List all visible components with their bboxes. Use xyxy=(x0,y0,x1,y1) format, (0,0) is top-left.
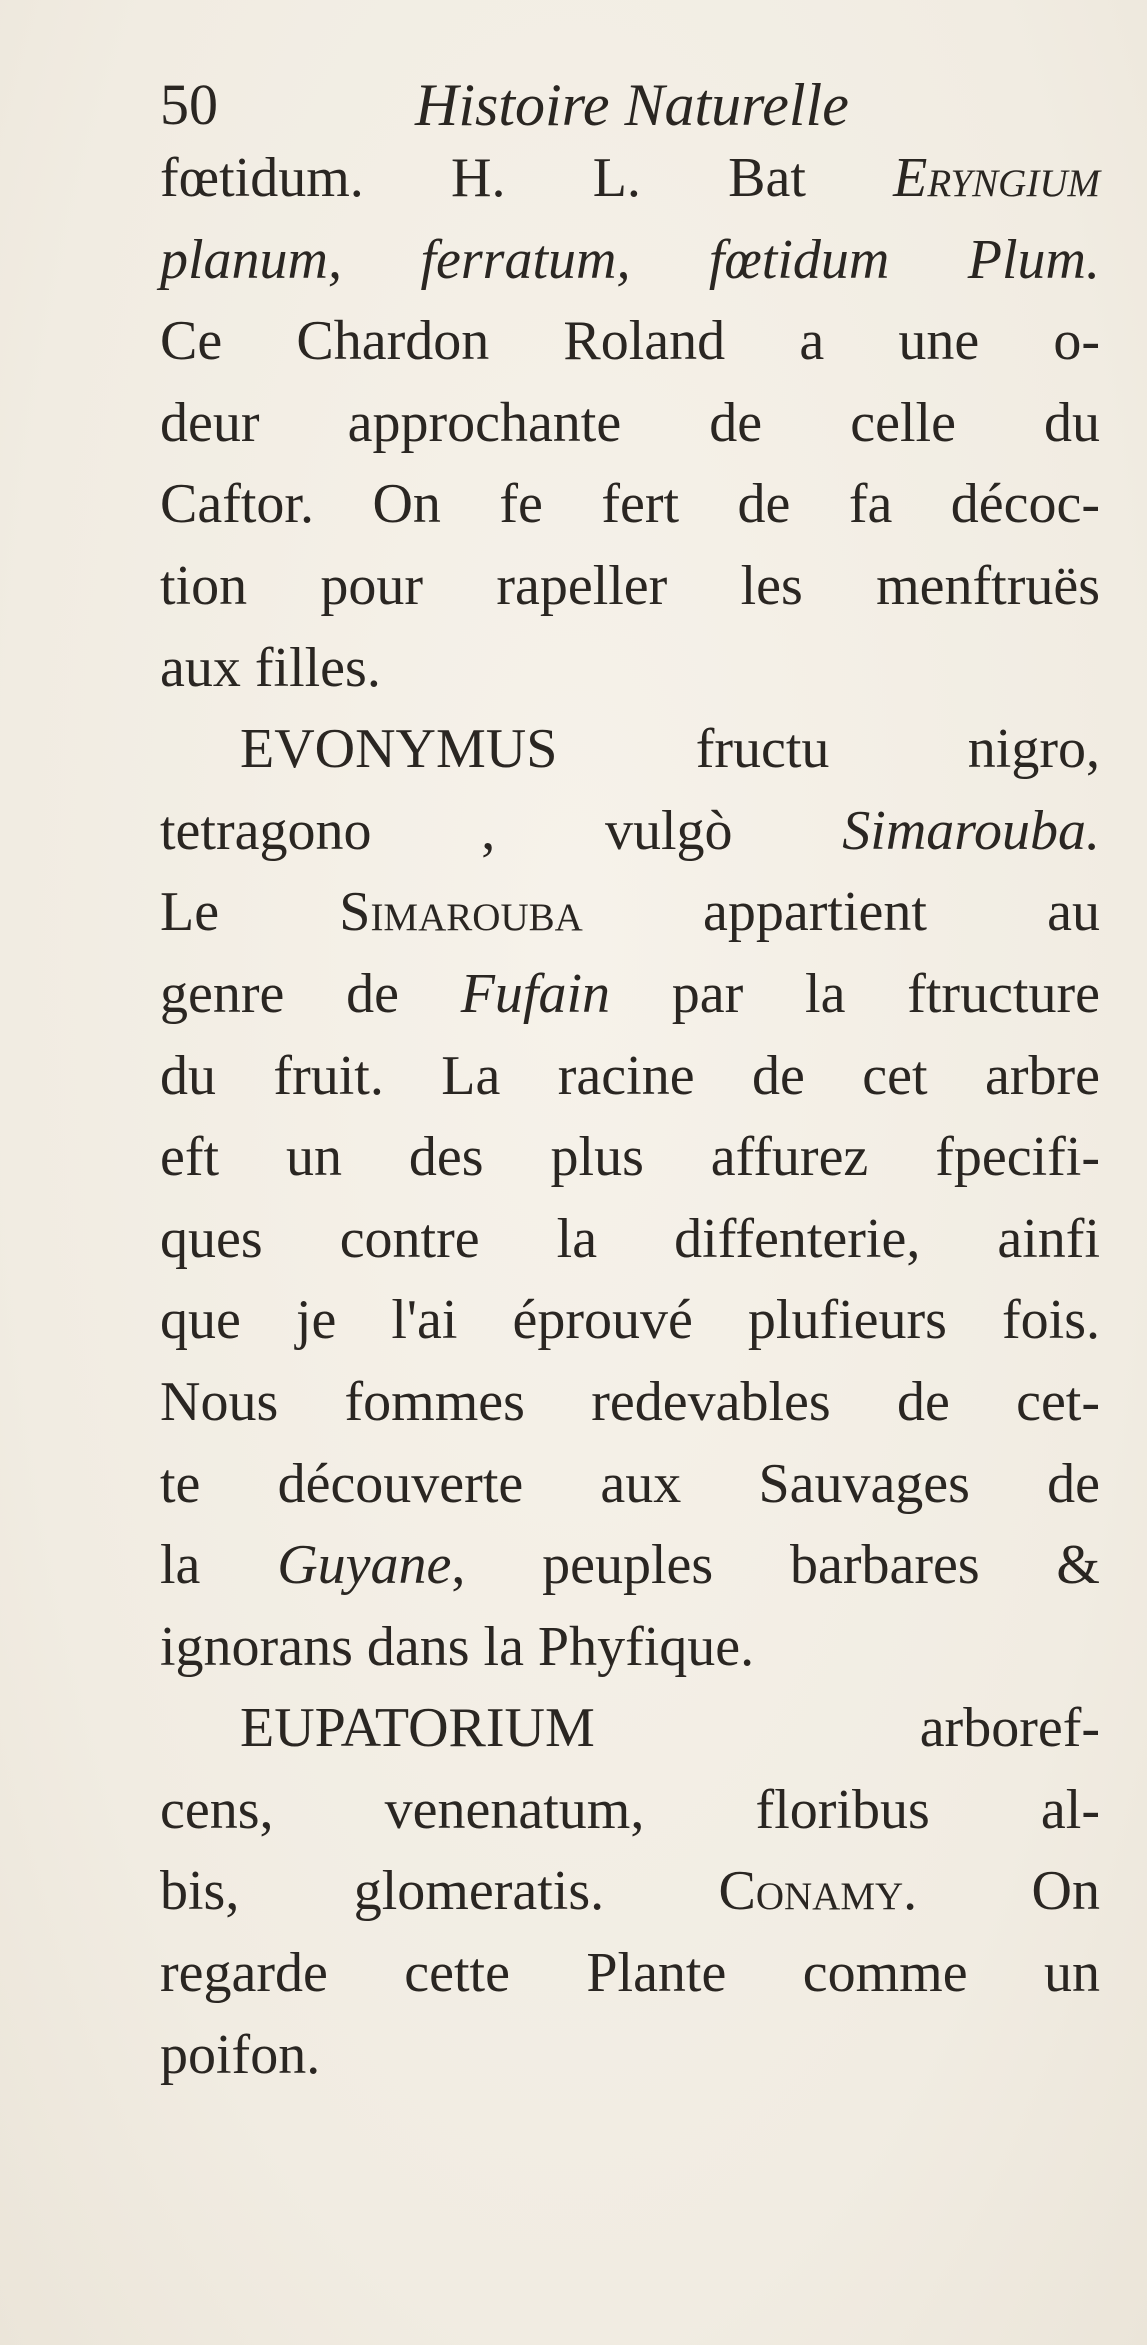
text-line xyxy=(160,1036,1100,1118)
text-line xyxy=(160,1688,1100,1770)
text-segment: deur approchante de celle du xyxy=(160,391,1100,454)
text-segment: appartient au xyxy=(582,881,1101,944)
text-segment: Nous fommes redevables de cet- xyxy=(160,1370,1100,1433)
text-line xyxy=(160,1444,1100,1526)
text-segment: bis, glomeratis. xyxy=(160,1860,719,1923)
text-segment: EVONYMUS fructu nigro, xyxy=(240,718,1100,781)
text-line xyxy=(160,1525,1100,1607)
text-line xyxy=(160,872,1100,954)
text-segment: tion pour rapeller les menftruës xyxy=(160,554,1100,617)
text-line xyxy=(160,464,1100,546)
text-segment: Conamy xyxy=(718,1860,904,1923)
text-segment: du fruit. La racine de cet arbre xyxy=(160,1044,1100,1107)
text-line xyxy=(160,1280,1100,1362)
text-segment: Caftor. On fe fert de fa décoc- xyxy=(160,473,1100,536)
text-segment: te découverte aux Sauvages de xyxy=(160,1452,1100,1515)
text-segment: Fufain xyxy=(460,962,611,1025)
text-segment: Le xyxy=(160,881,340,944)
text-line xyxy=(160,709,1100,791)
text-segment: , peuples barbares & xyxy=(451,1534,1100,1597)
text-segment: cens, venenatum, floribus al- xyxy=(160,1778,1100,1841)
text-segment: planum, ferratum, fœtidum Plum. xyxy=(160,228,1100,291)
text-segment: Eryngium xyxy=(893,147,1100,209)
text-line xyxy=(160,1933,1100,2015)
text-line xyxy=(160,791,1100,873)
text-line xyxy=(160,1770,1100,1852)
text-segment: Guyane xyxy=(277,1534,452,1597)
text-segment: EUPATORIUM arboref- xyxy=(240,1697,1100,1760)
text-segment: poifon. xyxy=(160,2023,321,2086)
text-line xyxy=(160,383,1100,465)
body-text xyxy=(160,138,1100,2096)
text-segment: genre de xyxy=(160,962,461,1025)
text-line xyxy=(160,546,1100,628)
text-line xyxy=(160,1199,1100,1281)
text-line xyxy=(160,138,1100,220)
text-line xyxy=(160,2015,1100,2097)
text-segment: Simarouba xyxy=(339,881,583,944)
text-segment: . On xyxy=(903,1860,1100,1923)
text-segment: fœtidum. H. L. Bat xyxy=(160,147,894,209)
text-segment: Simarouba. xyxy=(842,799,1100,862)
text-segment: ques contre la diffenterie, ainfi xyxy=(160,1207,1100,1270)
page-header xyxy=(160,60,1060,150)
text-segment: ignorans dans la Phyfique. xyxy=(160,1615,755,1678)
text-line xyxy=(160,1607,1100,1689)
text-segment: tetragono , vulgò xyxy=(160,799,843,862)
text-line xyxy=(160,220,1100,302)
text-segment: aux filles. xyxy=(160,636,381,699)
text-segment: que je l'ai éprouvé plufieurs fois. xyxy=(160,1289,1100,1352)
running-head: Histoire Naturelle xyxy=(415,72,849,138)
text-line xyxy=(160,628,1100,710)
text-line xyxy=(160,954,1100,1036)
text-line xyxy=(160,301,1100,383)
text-segment: Ce Chardon Roland a une o- xyxy=(160,310,1100,373)
text-line xyxy=(160,1851,1100,1933)
text-line xyxy=(160,1117,1100,1199)
text-segment: la xyxy=(160,1534,278,1597)
text-segment: par la ftructure xyxy=(610,962,1100,1025)
page-number: 50 xyxy=(160,72,218,137)
text-segment: regarde cette Plante comme un xyxy=(160,1942,1100,2005)
text-segment: eft un des plus affurez fpecifi- xyxy=(160,1126,1100,1189)
text-line xyxy=(160,1362,1100,1444)
